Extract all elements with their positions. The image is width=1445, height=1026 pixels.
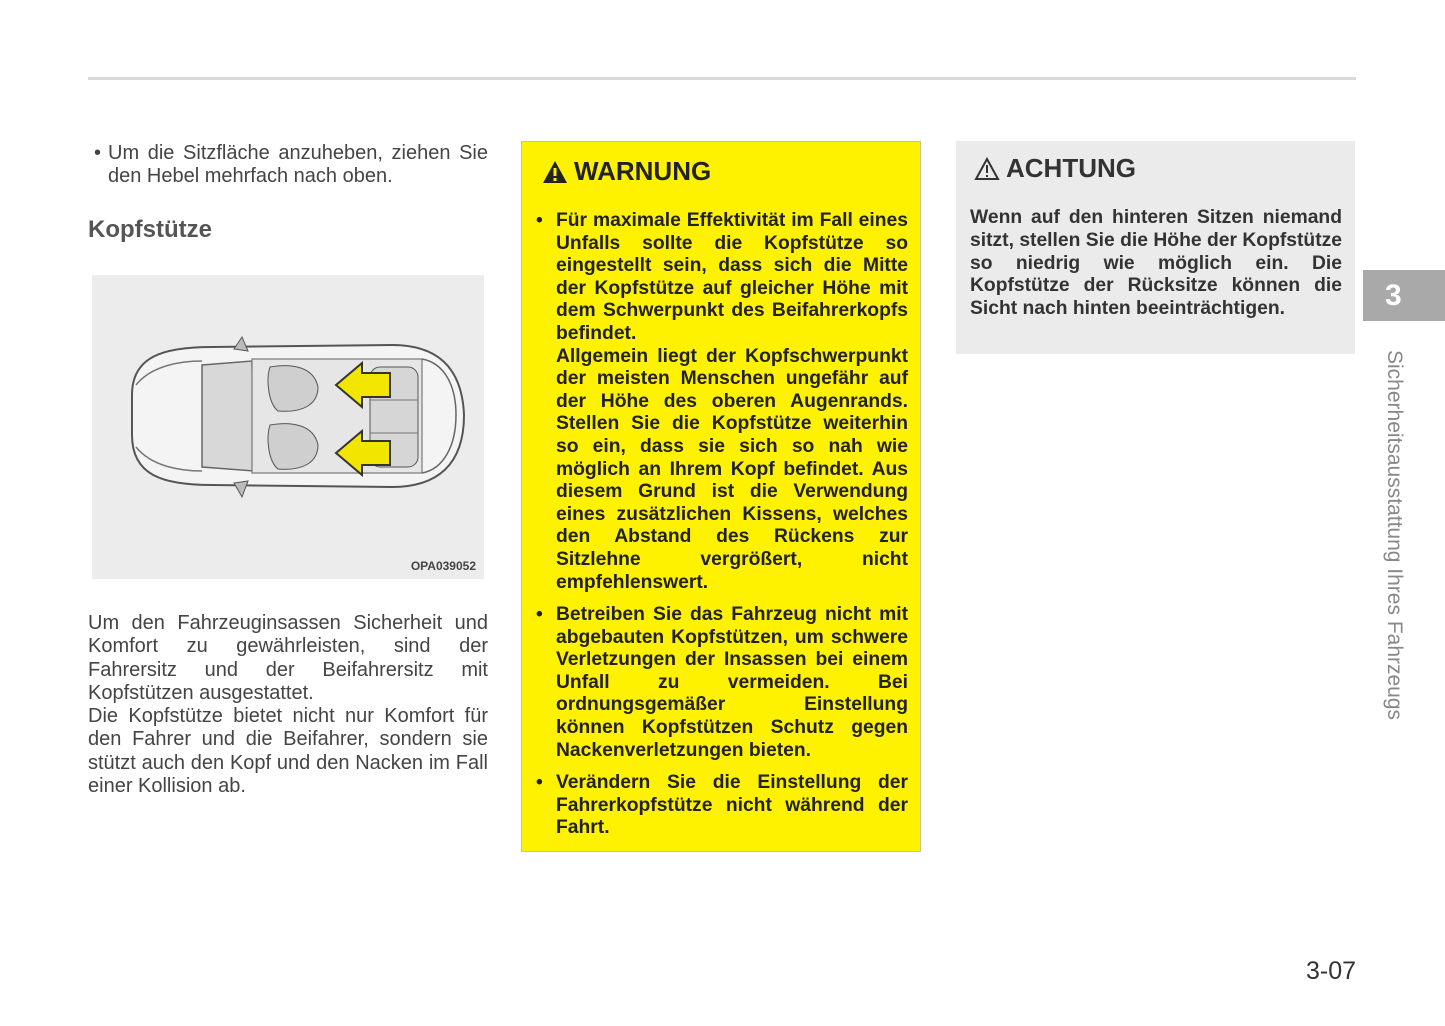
bullet-dot: • xyxy=(536,210,543,231)
warning-item xyxy=(536,210,908,594)
bullet-dot: • xyxy=(536,772,543,794)
mirror-right xyxy=(234,481,248,497)
bullet-item xyxy=(88,142,488,188)
car-illustration xyxy=(92,275,484,579)
bullet-dot: • xyxy=(536,604,543,626)
warning-box xyxy=(521,141,921,852)
warning-title: WARNUNG xyxy=(574,156,712,186)
warning-item xyxy=(536,604,908,762)
caution-header xyxy=(974,153,1136,184)
header-rule xyxy=(88,77,1356,80)
bullet-dot: • xyxy=(94,142,102,164)
mirror-left xyxy=(234,337,248,351)
chapter-tab: 3 xyxy=(1363,270,1445,321)
warning-item-1a: Für maximale Effektivität im Fall eines Unfalls sollte die Kopfstütze so eingestellt sein, dass sich die Mitte der Kopfstütze auf gleicher Höhe mit dem Schwerpunkt des Beifahrerkopfs befindet. xyxy=(556,210,908,344)
caution-title: ACHTUNG xyxy=(1006,153,1136,183)
bullet-text: Um die Sitzfläche anzuheben, ziehen Sie den Hebel mehrfach nach oben. xyxy=(108,142,488,187)
left-column xyxy=(88,142,488,798)
windshield xyxy=(202,361,254,471)
paragraph-2: Die Kopfstütze bietet nicht nur Komfort für den Fahrer und die Beifahrer, sondern sie stützt auch den Kopf und den Nacken im Fall einer Kollision ab. xyxy=(88,705,488,798)
warning-list xyxy=(536,210,908,850)
paragraph-1: Um den Fahrzeuginsassen Sicherheit und Komfort zu gewährleisten, sind der Fahrersitz und der Beifahrersitz mit Kopfstützen ausgestattet. xyxy=(88,612,488,704)
car-top-view-figure xyxy=(92,275,484,579)
warning-item xyxy=(536,772,908,840)
caution-triangle-icon xyxy=(974,157,1000,181)
warning-item-3: Verändern Sie die Einstellung der Fahrerkopfstütze nicht während der Fahrt. xyxy=(556,772,908,839)
chapter-side-title: Sicherheitsausstattung Ihres Fahrzeugs xyxy=(1383,350,1406,721)
section-heading: Kopfstütze xyxy=(88,216,212,243)
warning-item-2: Betreiben Sie das Fahrzeug nicht mit abgebauten Kopfstützen, um schwere Verletzungen der Insassen bei einem Unfall zu vermeiden. Bei ordnungsgemäßer Einstellung können Kopfstützen Schutz gegen Nackenverletzungen bieten. xyxy=(556,604,908,761)
caution-box xyxy=(956,141,1355,354)
body-text xyxy=(88,612,488,798)
caution-text: Wenn auf den hinteren Sitzen niemand sitzt, stellen Sie die Höhe der Kopfstütze so niedrig wie möglich ein. Die Kopfstütze der Rücksitze können die Sicht nach hinten beeinträchtigen. xyxy=(970,207,1342,320)
page-number: 3-07 xyxy=(1306,957,1357,985)
warning-item-1b: Allgemein liegt der Kopfschwerpunkt der meisten Menschen ungefähr auf der Höhe des oberen Augenrands. Stellen Sie die Kopfstütze weiterhin so ein, dass sie sich so nah wie möglich an Ihrem Kopf befindet. Aus diesem Grund ist die Verwendung eines zusätzlichen Kissens, welches den Abstand des Rückens zur Sitzlehne vergrößert, nicht empfehlenswert. xyxy=(556,345,908,593)
warning-triangle-icon xyxy=(542,160,568,184)
warning-header xyxy=(542,156,711,187)
figure-code: OPA039052 xyxy=(410,559,476,573)
